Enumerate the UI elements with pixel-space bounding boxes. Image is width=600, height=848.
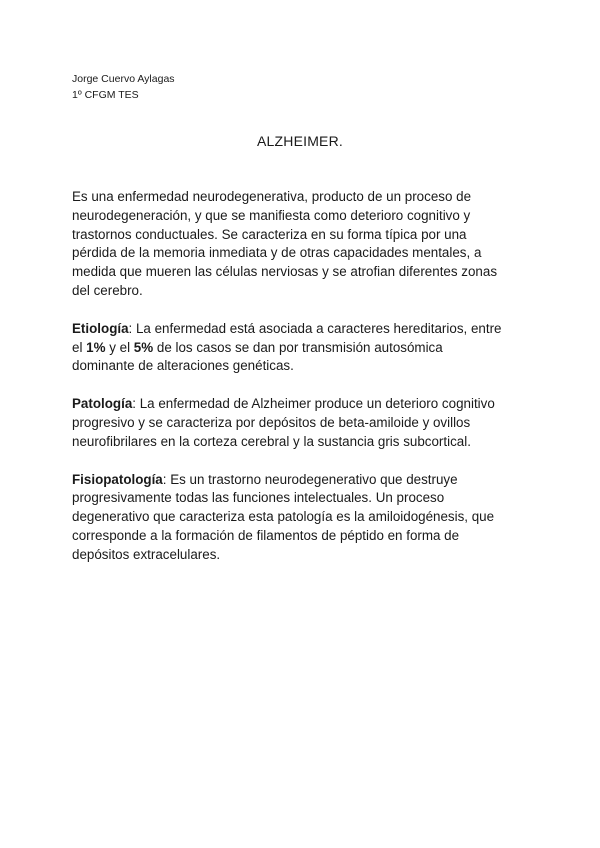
document-title: ALZHEIMER.	[256, 133, 343, 149]
intro-line: del cerebro.	[72, 282, 143, 298]
fisiopatologia-text: : Es un trastorno neurodegenerativo que destruye	[162, 471, 458, 487]
etiologia-text: de los casos se dan por transmisión autosómica	[153, 339, 443, 355]
percentage-value: 1%	[86, 339, 106, 355]
fisiopatologia-line: progresivamente todas las funciones intelectuales. Un proceso	[72, 490, 445, 506]
patologia-line: progresivo y se caracteriza por depósitos de beta-amiloide y ovillos	[72, 414, 471, 430]
document-header	[72, 71, 175, 103]
fisiopatologia-line: corresponde a la formación de filamentos de péptido en forma de	[72, 527, 460, 543]
fisiopatologia-line	[72, 471, 536, 490]
document-body	[72, 188, 536, 584]
intro-line: pérdida de la memoria inmediata y de otras capacidades mentales, a	[72, 245, 482, 261]
intro-line: Es una enfermedad neurodegenerativa, producto de un proceso de	[72, 189, 472, 204]
patologia-paragraph	[72, 395, 536, 451]
fisiopatologia-line: depósitos extracelulares.	[72, 546, 221, 562]
etiologia-line	[72, 339, 536, 358]
patologia-line: neurofibrilares en la corteza cerebral y la sustancia gris subcortical.	[72, 433, 471, 449]
author-name: Jorge Cuervo Aylagas	[72, 73, 175, 85]
intro-line: medida que mueren las células nerviosas y se atrofian diferentes zonas	[72, 264, 498, 280]
fisiopatologia-paragraph	[72, 471, 536, 565]
intro-line: trastornos conductuales. Se caracteriza en su forma típica por una	[72, 226, 467, 242]
intro-paragraph	[72, 188, 536, 301]
etiologia-line: dominante de alteraciones genéticas.	[72, 358, 294, 374]
intro-line: neurodegeneración, y que se manifiesta como deterioro cognitivo y	[72, 207, 471, 223]
etiologia-paragraph	[72, 320, 536, 376]
etiologia-text: el	[72, 339, 87, 355]
patologia-text: : La enfermedad de Alzheimer produce un deterioro cognitivo	[132, 396, 495, 412]
patologia-line	[72, 395, 536, 414]
etiologia-line	[72, 320, 536, 339]
patologia-term: Patología	[72, 396, 133, 412]
course-label: 1º CFGM TES	[72, 89, 139, 101]
fisiopatologia-term: Fisiopatología	[72, 471, 163, 487]
etiologia-text: y el	[105, 339, 134, 355]
percentage-value: 5%	[133, 339, 154, 355]
fisiopatologia-line: degenerativo que caracteriza esta patología es la amiloidogénesis, que	[72, 509, 495, 525]
etiologia-text: : La enfermedad está asociada a caracteres hereditarios, entre	[128, 320, 502, 336]
etiologia-term: Etiología	[72, 320, 129, 336]
